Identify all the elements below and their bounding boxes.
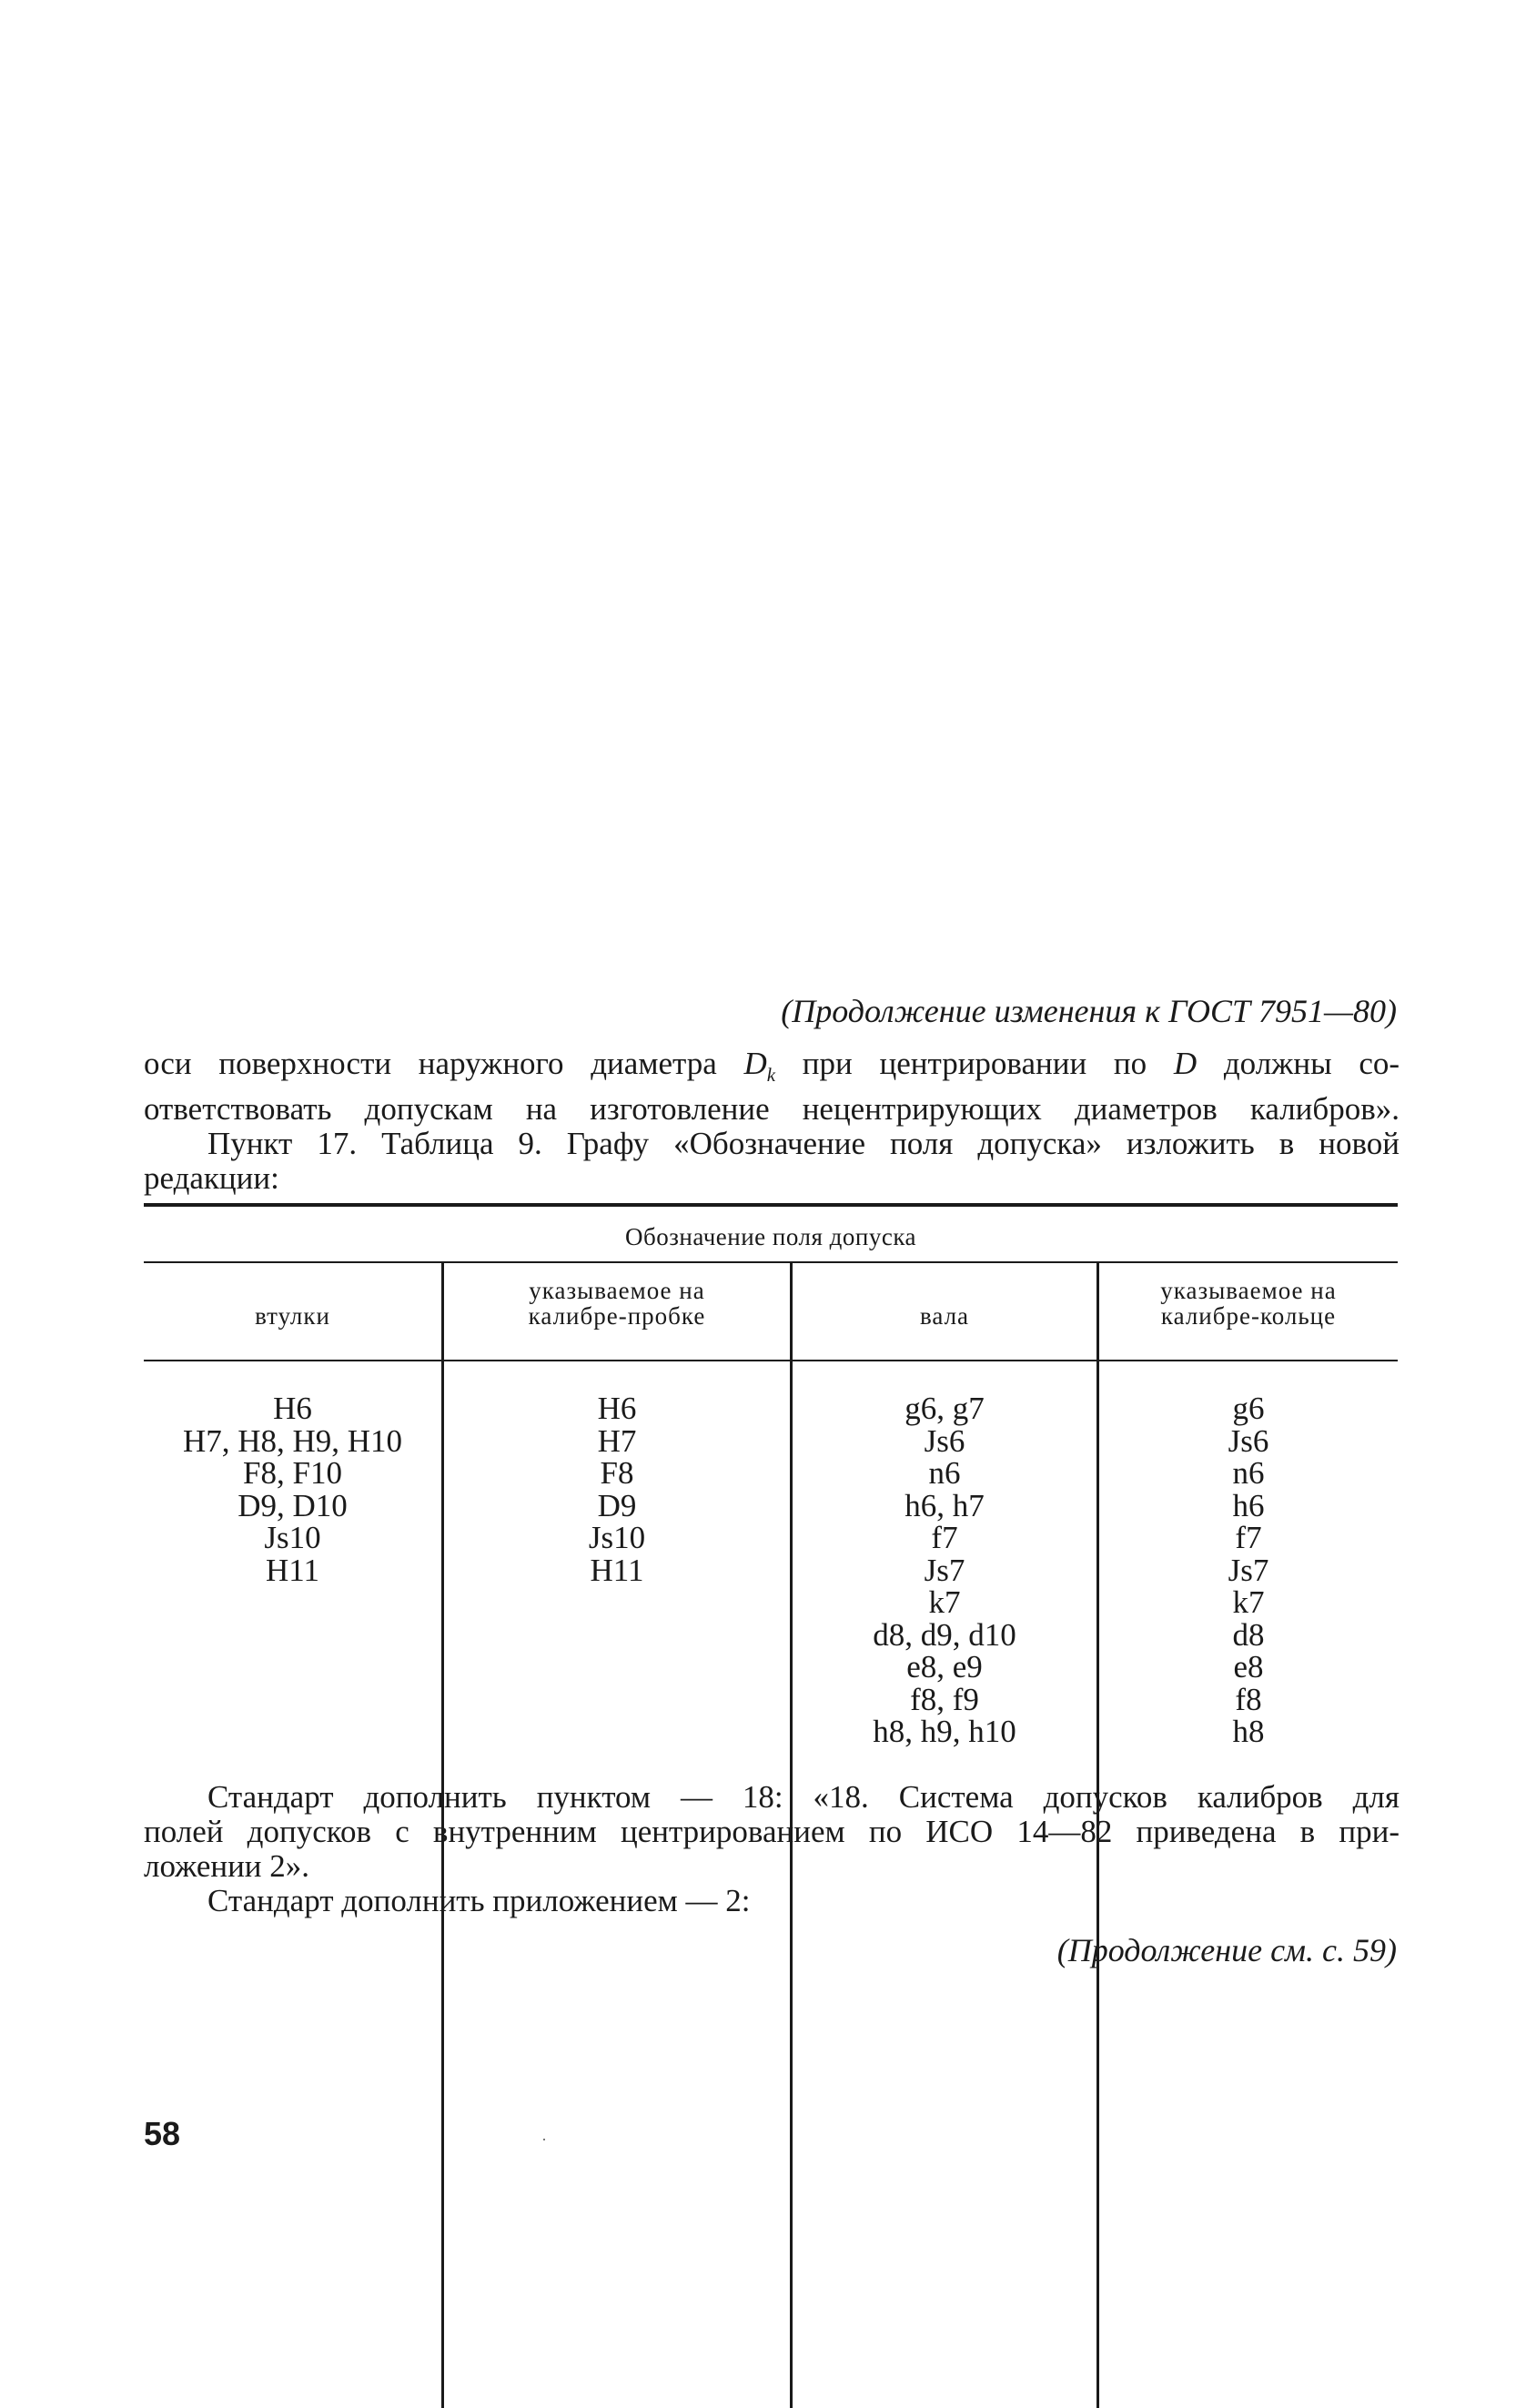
column-plug-gauge: [444, 1392, 790, 1586]
table-cell: e8: [1233, 1649, 1264, 1685]
table-cell: f8, f9: [910, 1681, 979, 1717]
table-title: Обозначение поля допуска: [624, 1223, 917, 1250]
table-cell: f7: [931, 1520, 958, 1555]
header-bushing: втулки: [255, 1302, 330, 1330]
table-cell: h8, h9, h10: [873, 1714, 1016, 1749]
table-cell: F8: [600, 1455, 634, 1491]
intro-line-4: редакции:: [144, 1160, 279, 1196]
column-shaft: [793, 1392, 1096, 1748]
table-cell: H7, H8, H9, H10: [182, 1422, 403, 1459]
table-title-rule: [144, 1261, 1398, 1263]
table-cell: n6: [928, 1455, 961, 1491]
after-line-4: Стандарт дополнить приложением — 2:: [207, 1883, 751, 1918]
table-cell: Js6: [924, 1422, 965, 1459]
table-cell: g6, g7: [904, 1391, 985, 1426]
page-number: 58: [144, 2115, 181, 2152]
table-cell: D9, D10: [237, 1487, 348, 1523]
table-cell: d8, d9, d10: [873, 1616, 1016, 1653]
table-cell: f7: [1235, 1520, 1262, 1555]
after-line-1: Стандарт дополнить пунктом — 18: «18. Система допусков калибров для: [207, 1779, 1400, 1815]
table-header-rule: [144, 1360, 1398, 1361]
column-bushing: [144, 1392, 441, 1586]
table-cell: f8: [1235, 1681, 1262, 1717]
column-ring-gauge: [1099, 1392, 1398, 1748]
table-cell: h6: [1232, 1487, 1265, 1523]
table-cell: h6, h7: [904, 1487, 985, 1523]
table-cell: Js6: [1228, 1422, 1269, 1459]
intro-line-3: Пункт 17. Таблица 9. Графу «Обозначение поля допуска» изложить в новой: [207, 1126, 1400, 1161]
table-cell: F8, F10: [243, 1455, 342, 1491]
table-cell: e8, e9: [906, 1649, 983, 1685]
table-cell: H6: [597, 1391, 637, 1426]
table-cell: H11: [266, 1552, 319, 1588]
table-cell: g6: [1232, 1391, 1265, 1426]
table-cell: h8: [1232, 1714, 1265, 1749]
table-cell: k7: [928, 1584, 961, 1620]
table-cell: n6: [1232, 1455, 1265, 1491]
after-line-2: полей допусков с внутренним центрированием по ИСО 14—82 приведена в при-: [144, 1814, 1400, 1849]
after-paragraph: [144, 1780, 1400, 1918]
header-plug-gauge: указываемое на калибре-пробке: [528, 1277, 706, 1330]
table-cell: D9: [597, 1487, 637, 1523]
scan-speck: [543, 2139, 545, 2140]
intro-line-2: ответствовать допускам на изготовление нецентрирующих диаметров калибров».: [144, 1091, 1400, 1127]
table-cell: Js10: [588, 1520, 646, 1555]
table-top-rule: [144, 1203, 1398, 1207]
intro-paragraph: [144, 1047, 1400, 1196]
continuation-header: (Продолжение изменения к ГОСТ 7951—80): [781, 993, 1397, 1029]
continuation-footer: (Продолжение см. с. 59): [1056, 1932, 1397, 1968]
table-cell: H6: [273, 1391, 312, 1426]
table-cell: Js7: [924, 1552, 965, 1588]
table-cell: Js10: [264, 1520, 321, 1555]
table-cell: H7: [597, 1422, 637, 1459]
intro-line-1: оси поверхности наружного диаметра $D_k$ при центрировании по D должны со-: [144, 1046, 1400, 1086]
table-cell: Js7: [1228, 1552, 1269, 1588]
header-ring-gauge: указываемое на калибре-кольце: [1160, 1277, 1337, 1330]
table-cell: d8: [1232, 1616, 1265, 1653]
header-shaft: вала: [919, 1302, 970, 1330]
table-cell: k7: [1232, 1584, 1265, 1620]
table-cell: H11: [590, 1552, 644, 1588]
after-line-3: ложении 2».: [144, 1848, 310, 1884]
